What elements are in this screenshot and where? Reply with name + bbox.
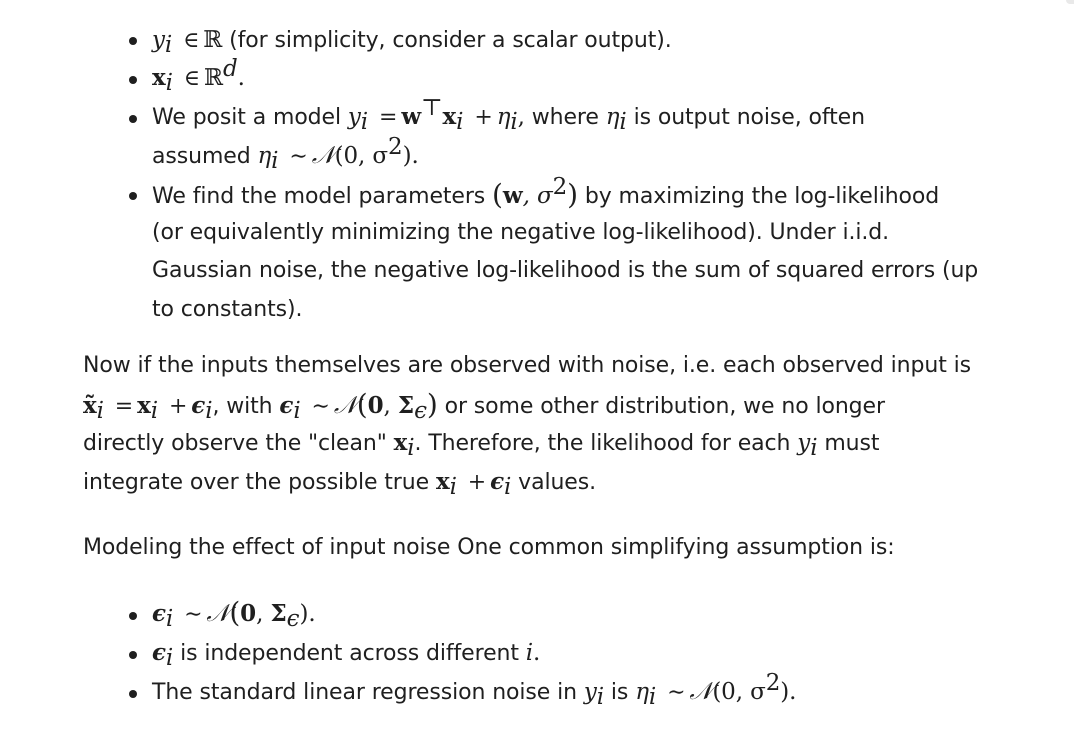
- list-item-params-line1: [152, 174, 940, 211]
- list-item-text: is independent across different: [173, 641, 526, 666]
- math-sim: ∼: [184, 602, 203, 627]
- paragraph-text: values.: [511, 470, 596, 495]
- math-sigma-bold: Σ: [397, 392, 415, 419]
- math-y: y: [152, 27, 165, 53]
- math-sigma: , σ: [522, 183, 553, 209]
- math-y: y: [797, 430, 811, 456]
- math-eta: η: [496, 104, 511, 130]
- bullet-icon: [129, 690, 137, 698]
- bullet-icon: [129, 76, 137, 84]
- math-transpose: ⊤: [421, 95, 443, 121]
- paragraph-text: . Therefore, the likelihood for each: [414, 431, 798, 456]
- list-item-text: The standard linear regression noise in: [152, 680, 584, 705]
- math-close: ).: [299, 601, 316, 627]
- bullet-icon: [129, 651, 137, 659]
- bullet-icon: [129, 115, 137, 123]
- math-plus: +: [467, 470, 487, 495]
- math-args: (0, σ: [712, 679, 766, 705]
- math-sub-i: i: [205, 398, 213, 424]
- math-reals: ℝ: [203, 65, 223, 91]
- math-x-bold: x: [435, 468, 450, 495]
- math-args: (0, σ: [334, 143, 389, 169]
- math-sub-i: i: [271, 148, 279, 174]
- list-item-params-line4: to constants).: [152, 297, 303, 322]
- list-item-model-line1: [152, 95, 865, 135]
- math-comma: ,: [517, 104, 525, 130]
- math-i: i: [525, 640, 534, 666]
- math-normal: 𝒩: [689, 677, 713, 705]
- list-item-text: is output noise, often: [626, 105, 865, 130]
- math-sub-i: i: [449, 474, 457, 500]
- math-x-bold: x: [442, 103, 457, 130]
- math-close-paren: ): [426, 388, 438, 421]
- math-sub-i: i: [596, 684, 605, 710]
- math-x-bold: x: [137, 392, 151, 419]
- paragraph-text: directly observe the "clean": [83, 431, 394, 456]
- math-sub-i: i: [503, 474, 512, 500]
- math-sigma-bold: Σ: [270, 600, 287, 627]
- paragraph-text: must: [817, 431, 880, 456]
- math-close: ).: [402, 143, 419, 169]
- list-item-scalar-output: [152, 26, 672, 58]
- math-zero-bold: 0: [240, 600, 257, 627]
- paragraph-line1: Now if the inputs themselves are observed with noise, i.e. each observed input is: [83, 353, 971, 378]
- math-sup-d: d: [223, 56, 238, 82]
- math-w-bold: w: [502, 182, 523, 209]
- paragraph-text: , with: [212, 394, 280, 419]
- math-sub-i: i: [510, 109, 518, 135]
- math-in: ∈: [183, 28, 200, 53]
- list-item-text: by maximizing the log-likelihood: [577, 184, 940, 209]
- list-item-text: (for simplicity, consider a scalar output).: [222, 28, 672, 53]
- math-comma: ,: [383, 393, 398, 419]
- list-item-regression-noise: [152, 670, 797, 710]
- math-sub-i: i: [165, 70, 173, 96]
- math-sub-i: i: [164, 32, 173, 58]
- math-eta: η: [605, 104, 620, 130]
- math-sup-2: 2: [765, 670, 781, 696]
- math-sup-2: 2: [552, 174, 568, 200]
- math-x-bold: x: [152, 64, 166, 91]
- math-open-paren: (: [356, 388, 368, 421]
- math-plus: +: [168, 394, 188, 419]
- math-normal: 𝒩: [333, 391, 357, 419]
- paragraph-line4: [83, 468, 596, 500]
- math-sub-i: i: [165, 645, 174, 671]
- math-comma: ,: [256, 601, 271, 627]
- math-y: y: [347, 104, 361, 130]
- list-item-model-line2: [152, 134, 419, 174]
- math-in: ∈: [183, 66, 200, 91]
- math-x-tilde: x̃: [83, 392, 97, 419]
- math-plus: +: [474, 105, 493, 130]
- list-item-text: We posit a model: [152, 105, 348, 130]
- list-item-params-line3: Gaussian noise, the negative log-likelihood is the sum of squared errors (up: [152, 258, 979, 283]
- math-sub-i: i: [648, 684, 657, 710]
- math-sub-i: i: [619, 109, 627, 135]
- math-sub-i: i: [360, 109, 369, 135]
- math-period: .: [533, 640, 541, 666]
- modeling-paragraph: Modeling the effect of input noise One common simplifying assumption is:: [83, 535, 895, 560]
- list-item-text: is: [604, 680, 636, 705]
- math-w-bold: w: [401, 103, 422, 130]
- math-sub-i: i: [407, 435, 415, 461]
- paragraph-text: or some other distribution, we no longer: [437, 394, 885, 419]
- math-close: ).: [780, 679, 797, 705]
- bullet-icon: [129, 192, 137, 200]
- math-sub-epsilon: ϵ: [414, 398, 427, 424]
- math-open-paren: (: [492, 178, 503, 211]
- math-equals: =: [378, 105, 398, 130]
- math-epsilon: ϵ: [490, 468, 504, 495]
- paragraph-text: integrate over the possible true: [83, 470, 436, 495]
- math-eta: η: [635, 679, 649, 705]
- bullet-icon: [129, 612, 137, 620]
- math-sup-2: 2: [388, 134, 403, 160]
- math-normal: 𝒩: [311, 141, 335, 169]
- math-sub-i: i: [165, 606, 174, 632]
- math-sub-i: i: [810, 435, 818, 461]
- math-open-paren: (: [229, 596, 241, 629]
- paragraph-line3: [83, 429, 880, 461]
- math-sim: ∼: [667, 680, 686, 705]
- math-close-paren: ): [567, 178, 578, 211]
- math-x-bold: x: [393, 429, 408, 456]
- math-sim: ∼: [289, 144, 308, 169]
- math-eta: η: [257, 143, 272, 169]
- math-epsilon: ϵ: [191, 392, 206, 419]
- list-item-input-dimension: [152, 56, 245, 96]
- math-zero-bold: 0: [367, 392, 384, 419]
- list-item-text: We find the model parameters: [152, 184, 493, 209]
- math-equals: =: [114, 394, 134, 419]
- math-reals: ℝ: [203, 27, 223, 53]
- list-item-epsilon-dist: [152, 596, 316, 632]
- math-sub-epsilon: ϵ: [286, 606, 300, 632]
- math-y: y: [583, 679, 597, 705]
- math-sim: ∼: [311, 394, 330, 419]
- math-epsilon: ϵ: [279, 392, 294, 419]
- list-item-params-line2: (or equivalently minimizing the negative log-likelihood). Under i.i.d.: [152, 220, 890, 245]
- scroll-corner-mark: [1066, 0, 1074, 4]
- list-item-text: assumed: [152, 144, 258, 169]
- math-sub-i: i: [293, 398, 301, 424]
- bullet-icon: [129, 37, 137, 45]
- math-sub-i: i: [456, 109, 464, 135]
- math-sub-i: i: [150, 398, 159, 424]
- math-period: .: [237, 65, 245, 91]
- math-sub-i: i: [96, 398, 104, 424]
- paragraph-line2: [83, 388, 885, 424]
- list-item-text: where: [524, 105, 606, 130]
- math-epsilon: ϵ: [152, 639, 166, 666]
- math-epsilon: ϵ: [152, 600, 166, 627]
- list-item-independence: [152, 639, 541, 671]
- math-normal: 𝒩: [206, 599, 230, 627]
